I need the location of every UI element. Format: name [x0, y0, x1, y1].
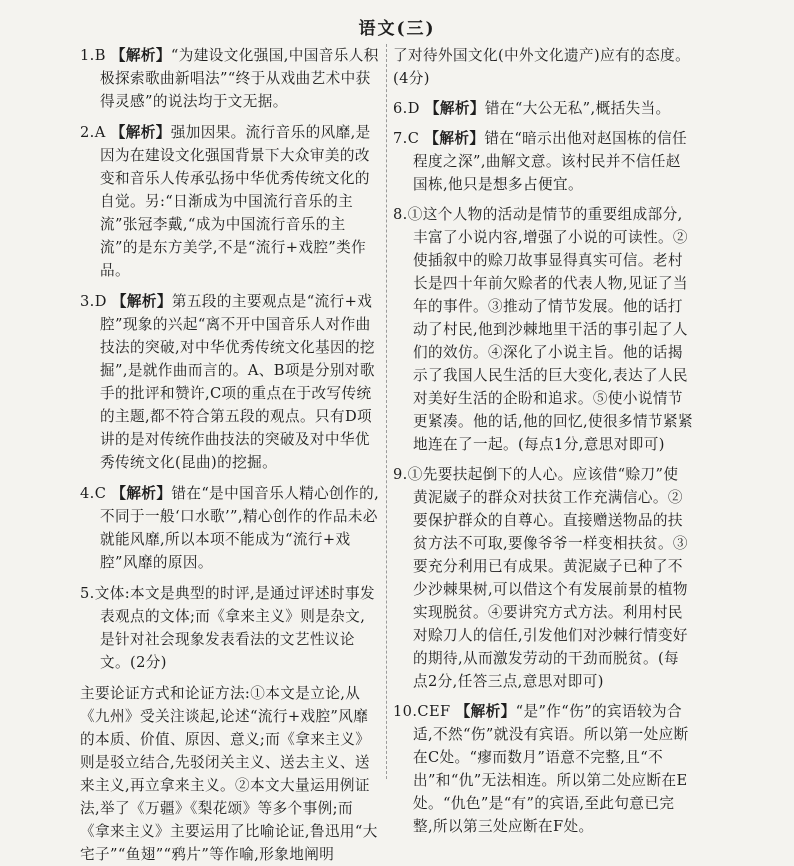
answer-number: 1.B — [80, 47, 106, 64]
answer-text: 主要论证方式和论证方法:①本文是立论,从《九州》受关注谈起,论述“流行+戏腔”风靡的本质、价值、原因、意义;而《拿来主义》则是驳立结合,先驳闭关主义、送去主义、送来主义,再立拿来主义。②本文大量运用例证法,举了《万疆》《梨花颂》等多个事例;而《拿来主义》主要运用了比喻论证,鲁迅用“大宅子”“鱼翅”“鸦片”等作喻,形象地阐明 — [80, 685, 378, 863]
analysis-tag: 【解析】 — [424, 130, 485, 147]
answer-item-2 — [80, 121, 380, 282]
answer-item-1 — [80, 44, 380, 113]
answer-number: 10.CEF — [393, 703, 451, 720]
answer-text: ①这个人物的活动是情节的重要组成部分,丰富了小说内容,增强了小说的可读性。②使插叙中的赊刀故事显得真实可信。老村长是四十年前欠赊者的代表人物,见证了当年的事件。③推动了情节发展。他的话打动了村民,他到沙棘地里干活的事引起了人们的效仿。④深化了小说主旨。他的话揭示了我国人民生活的巨大变化,表达了人民对美好生活的企盼和追求。⑤使小说情节更紧凑。他的话,他的回忆,使很多情节紧紧地连在了一起。(每点1分,意思对即可) — [407, 206, 693, 453]
answer-number: 5. — [80, 585, 95, 602]
right-column — [393, 44, 693, 835]
answer-item-5-continued — [80, 682, 380, 866]
analysis-tag: 【解析】 — [455, 703, 516, 720]
answer-item-5 — [80, 582, 380, 674]
answer-text: 了对待外国文化(中外文化遗产)应有的态度。(4分) — [393, 47, 691, 87]
answer-number: 6.D — [393, 100, 420, 117]
answer-text: “为建设文化强国,中国音乐人积极探索歌曲新唱法”“终于从戏曲艺术中获得灵感”的说法均于文无据。 — [100, 47, 379, 110]
answer-item-10 — [393, 700, 693, 838]
answer-item-6 — [393, 97, 693, 120]
answer-text: 第五段的主要观点是“流行+戏腔”现象的兴起“离不开中国音乐人对作曲技法的突破,对中华优秀传统文化基因的挖掘”,是就作曲而言的。A、B项是分别对歌手的批评和赞许,C项的重点在于改写传统的主题,都不符合第五段的观点。只有D项讲的是对传统作曲技法的突破及对中华优秀传统文化(昆曲)的挖掘。 — [100, 293, 375, 471]
answer-text: 错在“暗示出他对赵国栋的信任程度之深”,曲解文意。该村民并不信任赵国栋,他只是想多占便宜。 — [413, 130, 688, 193]
analysis-tag: 【解析】 — [110, 47, 171, 64]
analysis-tag: 【解析】 — [111, 293, 172, 310]
answer-number: 2.A — [80, 124, 106, 141]
answer-text: 错在“是中国音乐人精心创作的,不同于一般‘口水歌’”,精心创作的作品未必就能风靡,所以本项不能成为“流行+戏腔”风靡的原因。 — [100, 485, 380, 571]
answer-text: 强加因果。流行音乐的风靡,是因为在建设文化强国背景下大众审美的改变和音乐人传承弘扬中华优秀传统文化的自觉。另:“日渐成为中国流行音乐的主流”张冠李戴,“成为中国流行音乐的主流”的是东方美学,不是“流行+戏腔”类作品。 — [100, 124, 371, 279]
answer-number: 4.C — [80, 485, 107, 502]
answer-item-4 — [80, 482, 380, 574]
answer-text: 文体:本文是典型的时评,是通过评述时事发表观点的文体;而《拿来主义》则是杂文,是针对社会现象发表看法的文艺性议论文。(2分) — [94, 585, 375, 671]
answer-number: 9. — [393, 466, 408, 483]
answer-item-3 — [80, 290, 380, 474]
answer-number: 8. — [393, 206, 408, 223]
answer-text: ①先要扶起倒下的人心。应该借“赊刀”使黄泥崴子的群众对扶贫工作充满信心。②要保护群众的自尊心。直接赠送物品的扶贫方法不可取,要像爷爷一样变相扶贫。③要充分利用已有成果。黄泥崴子已种了不少沙棘果树,可以借这个有发展前景的植物实现脱贫。④要讲究方式方法。利用村民对赊刀人的信任,引发他们对沙棘行情变好的期待,从而激发劳动的干劲而脱贫。(每点2分,任答三点,意思对即可) — [407, 466, 688, 690]
answer-item-8 — [393, 203, 693, 456]
page-title: 语文(三) — [358, 19, 436, 39]
answer-number: 7.C — [393, 130, 420, 147]
analysis-tag: 【解析】 — [111, 485, 172, 502]
answer-number: 3.D — [80, 293, 107, 310]
answer-item-7 — [393, 127, 693, 196]
answer-text: 错在“大公无私”,概括失当。 — [484, 100, 671, 117]
analysis-tag: 【解析】 — [110, 124, 171, 141]
answer-text: “是”作“伤”的宾语较为合适,不然“伤”就没有宾语。所以第一处应断在C处。“瘳而数月”语意不完整,且“不出”和“仇”无法相连。所以第二处应断在E处。“仇色”是“有”的宾语,至此句意已完整,所以第三处应断在F处。 — [413, 703, 689, 835]
left-column — [80, 44, 380, 863]
column-divider — [386, 44, 387, 779]
answer-item-9 — [393, 463, 693, 693]
answer-item-5-tail — [393, 44, 693, 90]
analysis-tag: 【解析】 — [424, 100, 485, 117]
